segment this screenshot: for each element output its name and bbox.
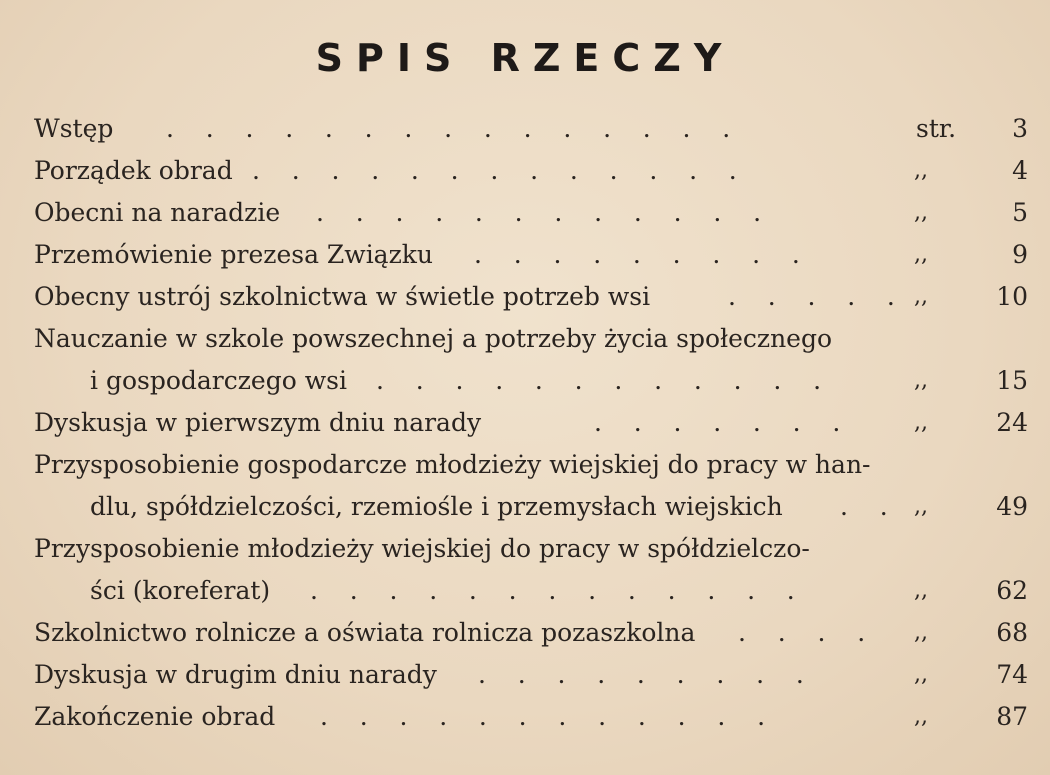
ditto-mark: ,, [914, 368, 928, 393]
page-number: 10 [996, 282, 1028, 311]
toc-entry [34, 612, 1034, 654]
toc-entry-title: Obecni na naradzie [34, 198, 281, 227]
dot-leader: . . . . . [728, 282, 895, 311]
dot-leader: . . . . . . . . . . . . [376, 366, 822, 395]
page-number: 62 [996, 576, 1028, 605]
ditto-mark: ,, [914, 200, 928, 225]
toc-entry [34, 696, 1034, 738]
page-number: 49 [996, 492, 1028, 521]
dot-leader: . . [840, 492, 888, 521]
page-title: SPIS RZECZY [315, 36, 735, 80]
dot-leader: . . . . . . . . . [474, 240, 800, 269]
toc-entry [34, 318, 1034, 360]
toc-entry [34, 192, 1034, 234]
toc-entry-title: Dyskusja w drugim dniu narady [34, 660, 437, 689]
toc-entry-title: Przysposobienie gospodarcze młodzieży wiejskiej do pracy w han- [34, 450, 871, 479]
dot-leader: . . . . . . . . . . . . . [252, 156, 737, 185]
toc-entry [34, 276, 1034, 318]
toc-entry-continuation [34, 570, 1034, 612]
ditto-mark: ,, [914, 284, 928, 309]
toc-entry [34, 654, 1034, 696]
toc-entry-title-cont: ści (koreferat) [90, 576, 271, 605]
ditto-mark: ,, [914, 410, 928, 435]
page-number: 9 [1012, 240, 1028, 269]
toc-entry-title: Porządek obrad [34, 156, 233, 185]
toc-entry-title: Przemówienie prezesa Związku [34, 240, 434, 269]
page-number: 68 [996, 618, 1028, 647]
dot-leader: . . . . [738, 618, 866, 647]
toc-entry-title-cont: dlu, spółdzielczości, rzemiośle i przemysłach wiejskich [90, 492, 783, 521]
toc-entry-title-cont: i gospodarczego wsi [90, 366, 347, 395]
dot-leader: . . . . . . . . . . . . [320, 702, 766, 731]
page-number: 24 [996, 408, 1028, 437]
page-number: 15 [996, 366, 1028, 395]
toc-entry [34, 150, 1034, 192]
ditto-mark: ,, [914, 578, 928, 603]
dot-leader: . . . . . . . . . [478, 660, 804, 689]
toc-entry-title: Nauczanie w szkole powszechnej a potrzeby życia społecznego [34, 324, 833, 353]
page-number: 4 [1012, 156, 1028, 185]
toc-entry [34, 108, 1034, 150]
toc-entry-title: Przysposobienie młodzieży wiejskiej do pracy w spółdzielczo- [34, 534, 810, 563]
dot-leader: . . . . . . . . . . . . . . . [166, 114, 731, 143]
dot-leader: . . . . . . . [594, 408, 841, 437]
table-of-contents [34, 108, 1034, 738]
ditto-mark: ,, [914, 242, 928, 267]
page-number: 87 [996, 702, 1028, 731]
page-label: str. [916, 114, 957, 143]
toc-entry-title: Zakończenie obrad [34, 702, 276, 731]
toc-entry-title: Szkolnictwo rolnicze a oświata rolnicza pozaszkolna [34, 618, 696, 647]
toc-entry [34, 528, 1034, 570]
ditto-mark: ,, [914, 158, 928, 183]
toc-entry-title: Wstęp [34, 114, 114, 143]
ditto-mark: ,, [914, 620, 928, 645]
ditto-mark: ,, [914, 662, 928, 687]
dot-leader: . . . . . . . . . . . . . [310, 576, 795, 605]
dot-leader: . . . . . . . . . . . . [316, 198, 762, 227]
page-number: 3 [1012, 114, 1028, 143]
toc-entry-continuation [34, 360, 1034, 402]
toc-entry [34, 402, 1034, 444]
page-number: 74 [996, 660, 1028, 689]
toc-entry-continuation [34, 486, 1034, 528]
ditto-mark: ,, [914, 704, 928, 729]
toc-entry [34, 444, 1034, 486]
toc-entry-title: Dyskusja w pierwszym dniu narady [34, 408, 482, 437]
toc-entry-title: Obecny ustrój szkolnictwa w świetle potrzeb wsi [34, 282, 651, 311]
toc-entry [34, 234, 1034, 276]
ditto-mark: ,, [914, 494, 928, 519]
page-number: 5 [1012, 198, 1028, 227]
